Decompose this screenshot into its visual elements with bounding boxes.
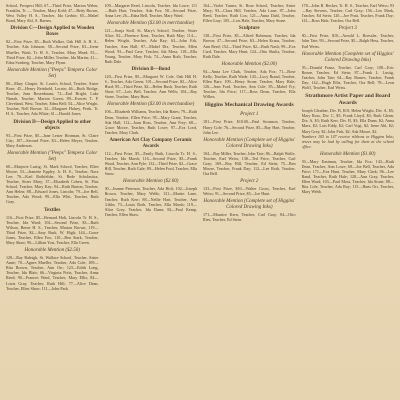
note-paragraph: Numbers 105 to 147 receive ribbons or Higgins Inks; prizes may be had by calling for them at the school office. (301, 133, 394, 149)
section-heading: Division B—Bond (131, 66, 170, 72)
award-paragraph: 171—Maurice Kern, Teacher, Carl Gray; 84—Otto Ries, Teacher, Ed Stein. (203, 212, 296, 223)
section-heading: Division C—Design Applied to Wooden Boxes (10, 26, 95, 38)
section-heading: Strathmore Artist Paper and Board Awards (305, 93, 391, 107)
column-1 (6, 3, 99, 397)
section-heading: Project 3 (338, 26, 357, 32)
column-4 (302, 3, 395, 397)
award-paragraph: 138—First Prize, $5—Alfred Robinson, Teacher, Ida Brown; 47—Second Prize, $3—Helen Kraus, Teacher, Ann Reed; 152—Third Prize, $2—Ruth Nash; 99—Eva Card, Teacher, Mary Hunt; 124—Otto Shultz, Teacher, Ruth Dale. (203, 33, 296, 59)
award-paragraph: 121—Sonja Stoll, St. Mary's School, Teacher, Sister Alice; 82—Florence Kent, Teacher, Ruth May; 114—Helen Wright, Teacher, Ada Ray; 63—John Erb, Teacher, Ann Hall; 87—Mabel Dix, Teacher, Ellen Wood; 93—Paul Case, Teacher, Ida Moss; 118—Ella Young, Teacher, Mary Fisk; 74—Anna Roth, Teacher, Ruth Dale. (104, 28, 197, 64)
award-paragraph: 60—Marjorie Lustig, St. Mark School, Teacher, Ellen Moore; 53—Jeanette Eppley, Jr. H. S., Teacher, Nora Lee; 76—Karl Rothfelder, St. Bede Scholastica, Teacher, Sister Mary; 37—Elizabeth Cohen, St. Pius School, Teacher, Mary Kay; 94—Ruth Burton, Teacher, Ann Helen; 88—Edward Jones, Lincoln; 79—Joe Bell, Teacher, Ada Wood; 99—Ella Whit, Teacher, Ruth Gray. (6, 163, 99, 205)
section-heading: Honorable Mention ("Peeps" Tempera Color Set) (7, 67, 98, 79)
section-heading: Honorable Mention ($3.00 in merchandise) (107, 102, 195, 108)
section-heading: Honorable Mention (Complete set of Higgins' Colored Drawing Inks) (301, 51, 394, 63)
section-heading: American Art Clay Company Ceramic Awards (109, 137, 192, 149)
award-paragraph: 116—First Prize, $5—Bernard Holt, Lincoln Tr. H. S., Teacher, Ida Ward; 102—Second Prize, $3—Ruth Wilson, Berne H. S., Teacher, Marion Brown; 119—Third Prize, $2—Amy Burk, W. High; 144—Grace Jones, Teacher, Ellen Fox; 110—Ben Stark, Teacher, Mary Shaw; 96—Lillian Yost, Teacher, Ella Green. (6, 214, 99, 245)
column-3 (203, 3, 296, 397)
section-heading: Textiles (44, 207, 61, 213)
award-paragraph: 104—Ray Miller, Teacher, John Tate; 86—Ralph Wolfe, Teacher, Earl Weiss; 138—Ted Price, Teacher, Carl Gray; 169—Roy Hill, Teacher, Ed Stein; 75—Ben Moore, Teacher, Frank Day; 112—Lee Roth, Teacher, Ora Bell. (203, 150, 296, 177)
award-paragraph: School, Prospect Hill; 67—Third Prize, Marion Weber, Franklin, Tr. — Teacher, Mary Kohl; 47—Betty Brown, West Valley H. S., Teacher, Ida Gerbin; 65—Mabel Bond, Mary Ahl, A. Barnes. (6, 3, 99, 24)
award-paragraph: 80—First Prize, $10—Arnold L. Roessler, Teacher, John Tate; 99—Second Prize, $5—Ralph Hess, Teacher, Earl Weiss. (301, 33, 394, 49)
award-paragraph: 178—John R. Becker, Tr. H. S., Teacher, Earl Weiss; 93—Ray Stevens, Teacher, Carl Gray; 156—Leo Mark, Teacher, Ed Stein; 120—Joe Pratt, Teacher, Frank Day; 141—Ross Hale, Teacher, Ora Bell. (301, 3, 394, 24)
award-paragraph: 90—Jeanne Peterson, Teacher, Ada Holt; 102—Joseph Brown, Teacher, Mary Webb; 131—Martin Lane, Teacher, Ruth Kerr; 88—Nellie Hart, Teacher, Ann Gibbs; 73—Louis Roth, Teacher, Ella Marsh; 119—Alice Grey, Teacher, Ida Dunn; 82—Paul Kemp, Teacher, Ellen Shaw. (104, 186, 197, 217)
section-heading: Honorable Mention ($2.50) (24, 248, 80, 254)
award-paragraph: 128—Ray Raleigh, St. Wallace School, Teacher, Sister Anne; 70—Agnes Mueller, Teacher, Ada Cole; 109—Rita Brown, Teacher, Ann Orr; 123—Edith Long, Teacher, Ida Blair; 66—Virginia Potts, Teacher, Anna Reed; 90—Frances Ward, Teacher, Mary Ellis; 84—Louis Gray, Teacher, Ruth Hill; 77—Alice Dean, Teacher, Ellen Shaw; 111—John Park. (6, 255, 99, 291)
award-paragraph: 133—First Prize, $10—Walter Gross, Teacher, Earl Weiss; 91—Second Prize, $5—Joe Hunt. (203, 186, 296, 197)
award-paragraph: 106—Elizabeth Williams, Teacher, Ida Bates; 79—Ruth Dean, Teacher, Ellen Price; 95—Mary Grant, Teacher, Ada Hall; 112—Joan Ross, Teacher, Ann Frey; 68—Grace Moore, Teacher, Ruth Lowe; 97—Eva Lord, Teacher, Mary Clark. (104, 109, 197, 135)
section-heading: Honorable Mention ("Peeps" Tempera Color Set) (7, 150, 98, 162)
section-heading: Higgins Mechanical Drawing Awards (204, 102, 294, 109)
award-paragraph: 164—Violet Turner, St. Rose School, Teacher, Sister Mary; 93—Clara Hill, Teacher, Ada Lane; 87—John Reed, Teacher, Ruth Cox; 121—Anna Dahl, Teacher, Ellen Gray; 105—Lois Hale, Teacher, Mary Stone. (203, 3, 296, 24)
award-paragraph: 181—First Prize, $10.00—Paul Swanson, Teacher, Harry Cole; 76—Second Prize, $5—Ray Hart, Teacher, John Lee. (203, 119, 296, 135)
award-paragraph: 59—Mary Eastman, Teacher, Ida Fox; 143—Ruth Dean, Teacher, Ann Lowe; 68—Joe Bell, Teacher, Ada Price; 171—Eva Hunt, Teacher, Mary Clark; 96—Lee Rand, Teacher, Ruth Hale; 128—Ann Gray, Teacher, Ellen Ward; 103—Paul Moss, Teacher, Ida Stone; 88—Rita Cole, Teacher, Ada Ray; 115—Hans Orr, Teacher, Mary Webb. (301, 158, 394, 195)
section-heading: Project 2 (240, 179, 259, 185)
award-paragraph: 95—Donald Franz, Teacher, Carl Gray; 108—Eric Boone, Teacher, Ed Stein; 87—Frank L. Lustig, Teacher, John Tate; 64—Ray Barnes, Teacher, Frank Day; 142—Hugh Ellis, Teacher, Ora Bell; 78—Leon Wolff, Teacher, Earl Weiss. (301, 64, 394, 91)
section-heading: Sculpture (238, 26, 260, 32)
award-paragraph: 80—Mary Glaspie, St. Louis's School, Teacher, Sister Rose; 45—Henry Reinhold, Lorain; 46—Ruth Bridge, Teacher, Jean Rosenbaum; 72—Earl Bright, Lake Nimah, Teacher, Marion Green; 89—Everett T. P. Cleveland, West, Teacher, Edna Bell; 54—Alice Wright, Teacher, Nell Brown; 32—Margaret Halsey, Perth, Tr. H. S., Teacher, Ada White; 61—Harold Jones. (6, 80, 99, 117)
award-paragraph: 120—First Prize, $5—Margaret W. Cole, Oak Hill H. S., Teacher, Ada Green; 101—Second Prize, $3—Alice Hurd; 85—Third Prize, $2—Helen Bush, Teacher, Ruth Short; 67—Lois Bell, Teacher, Ann Wells; 104—Ray Stone, Teacher, Mary Hunt. (104, 73, 197, 100)
award-paragraph: 109—Margaret Reed, Lincoln, Teacher, Ida Lowe; 111—Ruth Hart, Teacher, Ada Fox; 58—Second Prize, Anna Lee; 26—Edna Bell, Teacher, Mary Ward. (104, 3, 197, 19)
award-paragraph: 112—First Prize, $5—Emily Ruth, Lincoln Tr. H. S., Teacher, Ida Marsh; 116—Second Prize, $3—Frank Wood, Teacher, Ann Pyle; 132—Third Prize, $2—Grace Hill, Teacher, Ruth Gale; 89—Helen Ford, Teacher, Ella Snow. (104, 150, 197, 177)
award-paragraph: 82—First Prize, $5—Ruth Walker, Oak Hill Jr. H. S., Teacher, Ada Johnson; 58—Second Prize, $3—Irene Mueller, Wash. Tr. H. S., Teacher, Mary Mead; 55—Third Prize, $2—John Miller, Teacher, Ida Martin; 41—Edna Sonberg, Teacher, Mary Flynn. (6, 39, 99, 65)
section-heading: Project 1 (240, 112, 259, 118)
section-heading: Honorable Mention ($2.00) (123, 179, 179, 185)
section-heading: Division D—Design Applied to other objects (13, 119, 92, 131)
section-heading: Honorable Mention ($1.00) (320, 151, 376, 157)
section-heading: Honorable Mention ($2.00) (221, 61, 277, 67)
section-heading: Honorable Mention (Complete set of Higgins' Colored Drawing Inks) (203, 137, 296, 149)
column-2 (105, 3, 198, 397)
section-heading: Honorable Mention ($3.00 in merchandise) (107, 21, 195, 27)
section-heading: Honorable Mention (Complete set of Higgins' Colored Drawing Inks) (203, 199, 296, 211)
award-paragraph: Joseph Gleather, Div. B, $10; Helen Wright, Div. A, $5; Mary Ross, Div. C, $5; Frank Lloyd, $3; Ruth Glenn, Div. A, $3; Ruth Kerr, Div. B, $3; Ella Dunn, $2; Anna Marx, $2; Lois Eddy, $2; Carl Vogt, $2; Irene Ahl, $2; Mary Grey, $2; John Fisk, $2; Ada Moore, $2. (301, 108, 394, 134)
award-paragraph: 94—Anna Lee Clark, Teacher, Ada Fox; 71—Rose Kelly, Teacher, Ruth Wade; 143—Lucy Brand, Teacher, Ellen Barr; 109—Henry Stone, Teacher, Mary Hale; 126—Jean Ford, Teacher, Ann Cole; 85—Mabel Fry, Teacher, Ida Price; 117—Ross Dean, Teacher, Ella Wilkes. (203, 68, 296, 100)
award-paragraph: 93—First Prize, $5—Jane Lester Hortman, St. Claire City; 107—Second Prize, $3—Helen Meyer, Teacher, Mary Anderson. (6, 132, 99, 148)
columns (6, 3, 394, 397)
